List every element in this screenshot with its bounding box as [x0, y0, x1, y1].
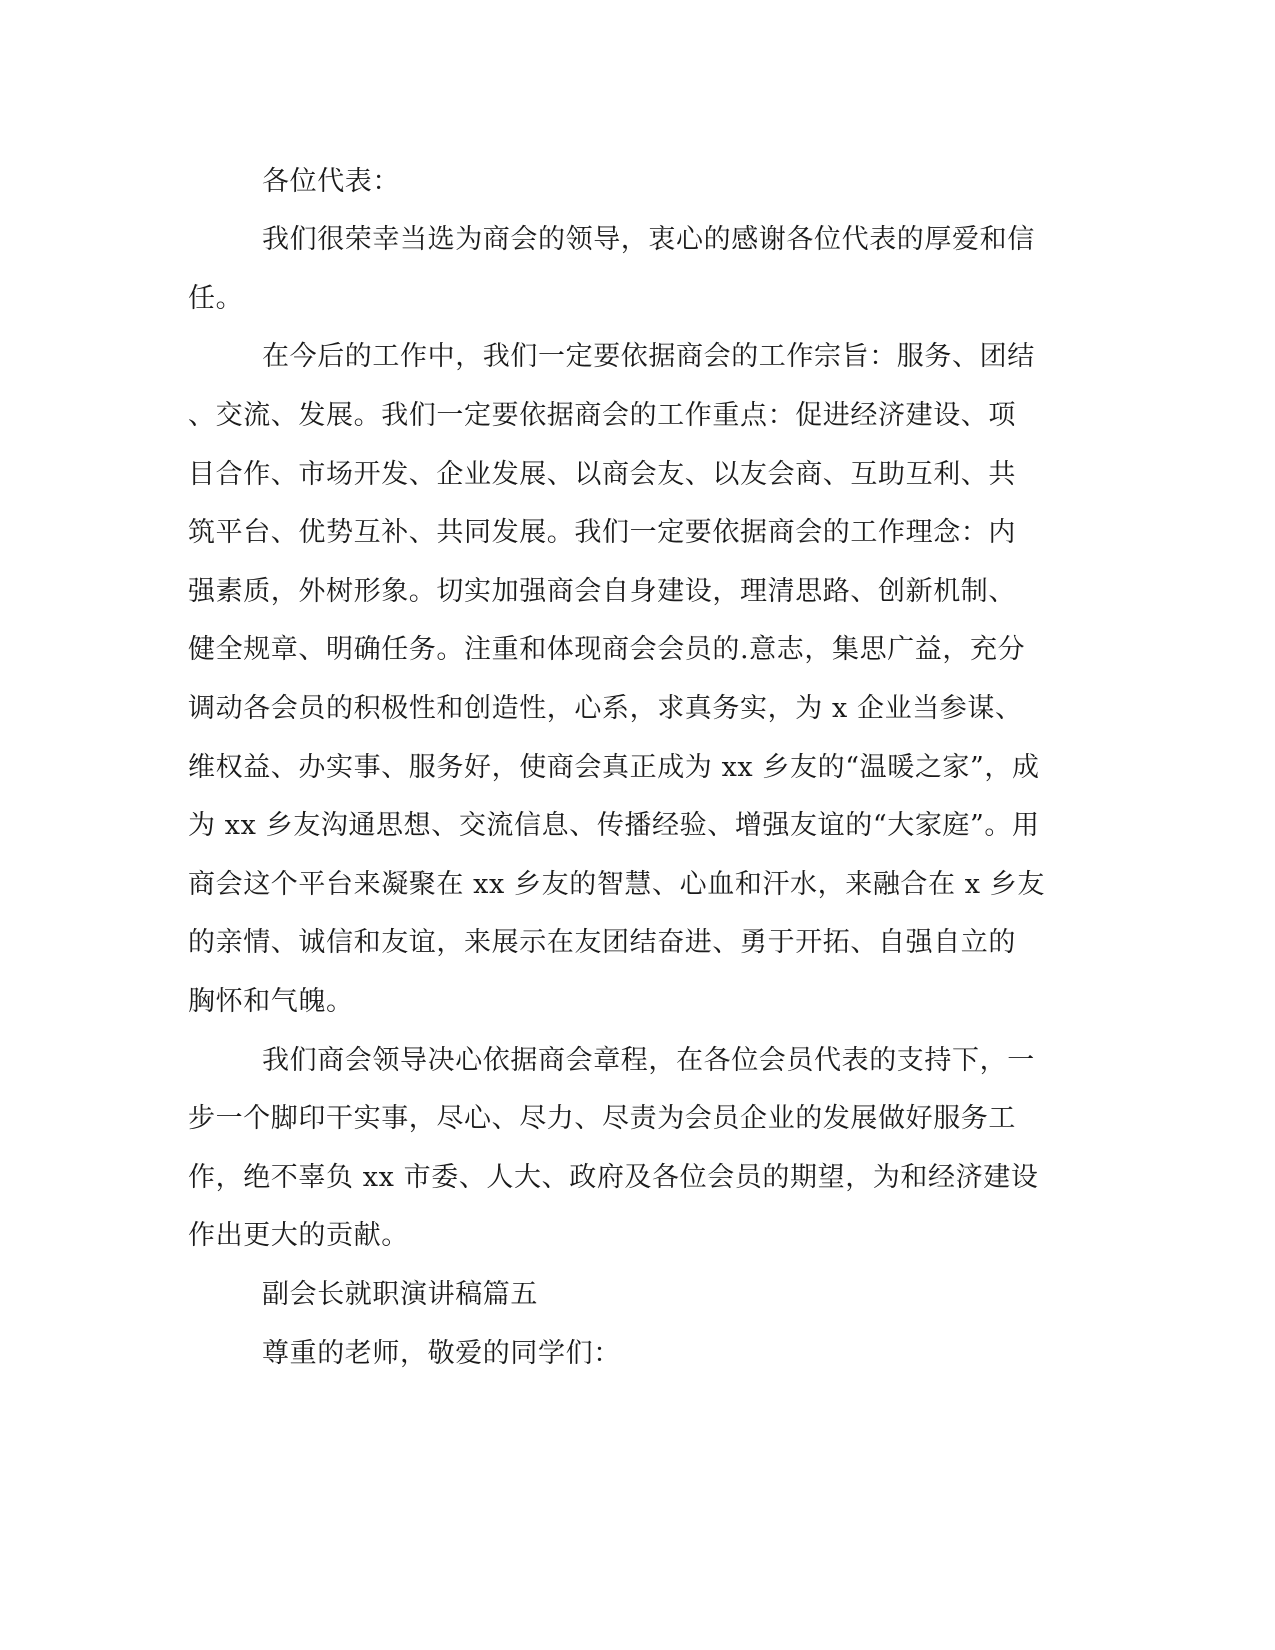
paragraph-3-line-1: 我们商会领导决心依据商会章程，在各位会员代表的支持下，一 — [262, 1045, 1035, 1076]
paragraph-2-line-1: 在今后的工作中，我们一定要依据商会的工作宗旨：服务、团结 — [262, 341, 1035, 372]
paragraph-1-line-2: 任。 — [188, 283, 244, 314]
paragraph-2-line-4: 筑平台、优势互补、共同发展。我们一定要依据商会的工作理念：内 — [188, 517, 1016, 548]
paragraph-2-line-2: 、交流、发展。我们一定要依据商会的工作重点：促进经济建设、项 — [188, 400, 1016, 431]
paragraph-2-line-7: 调动各会员的积极性和创造性，心系，求真务实，为 x 企业当参谋、 — [188, 693, 1023, 724]
greeting-line: 尊重的老师，敬爱的同学们： — [262, 1338, 621, 1369]
paragraph-2-line-9: 为 xx 乡友沟通思想、交流信息、传播经验、增强友谊的“大家庭”。用 — [188, 810, 1040, 841]
paragraph-2-line-3: 目合作、市场开发、企业发展、以商会友、以友会商、互助互利、共 — [188, 459, 1016, 490]
paragraph-3-line-2: 步一个脚印干实事，尽心、尽力、尽责为会员企业的发展做好服务工 — [188, 1103, 1016, 1134]
section-heading: 副会长就职演讲稿篇五 — [262, 1279, 538, 1310]
paragraph-2-line-8: 维权益、办实事、服务好，使商会真正成为 xx 乡友的“温暖之家”，成 — [188, 752, 1040, 783]
salutation: 各位代表： — [262, 166, 400, 197]
paragraph-2-line-12: 胸怀和气魄。 — [188, 986, 354, 1017]
paragraph-2-line-11: 的亲情、诚信和友谊，来展示在友团结奋进、勇于开拓、自强自立的 — [188, 927, 1016, 958]
paragraph-1-line-1: 我们很荣幸当选为商会的领导，衷心的感谢各位代表的厚爱和信 — [262, 224, 1035, 255]
paragraph-2-line-6: 健全规章、明确任务。注重和体现商会会员的.意志，集思广益，充分 — [188, 634, 1026, 665]
paragraph-2-line-5: 强素质，外树形象。切实加强商会自身建设，理清思路、创新机制、 — [188, 576, 1016, 607]
paragraph-3-line-4: 作出更大的贡献。 — [188, 1220, 409, 1251]
paragraph-3-line-3: 作，绝不辜负 xx 市委、人大、政府及各位会员的期望，为和经济建设 — [188, 1162, 1039, 1193]
paragraph-2-line-10: 商会这个平台来凝聚在 xx 乡友的智慧、心血和汗水，来融合在 x 乡友 — [188, 869, 1046, 900]
